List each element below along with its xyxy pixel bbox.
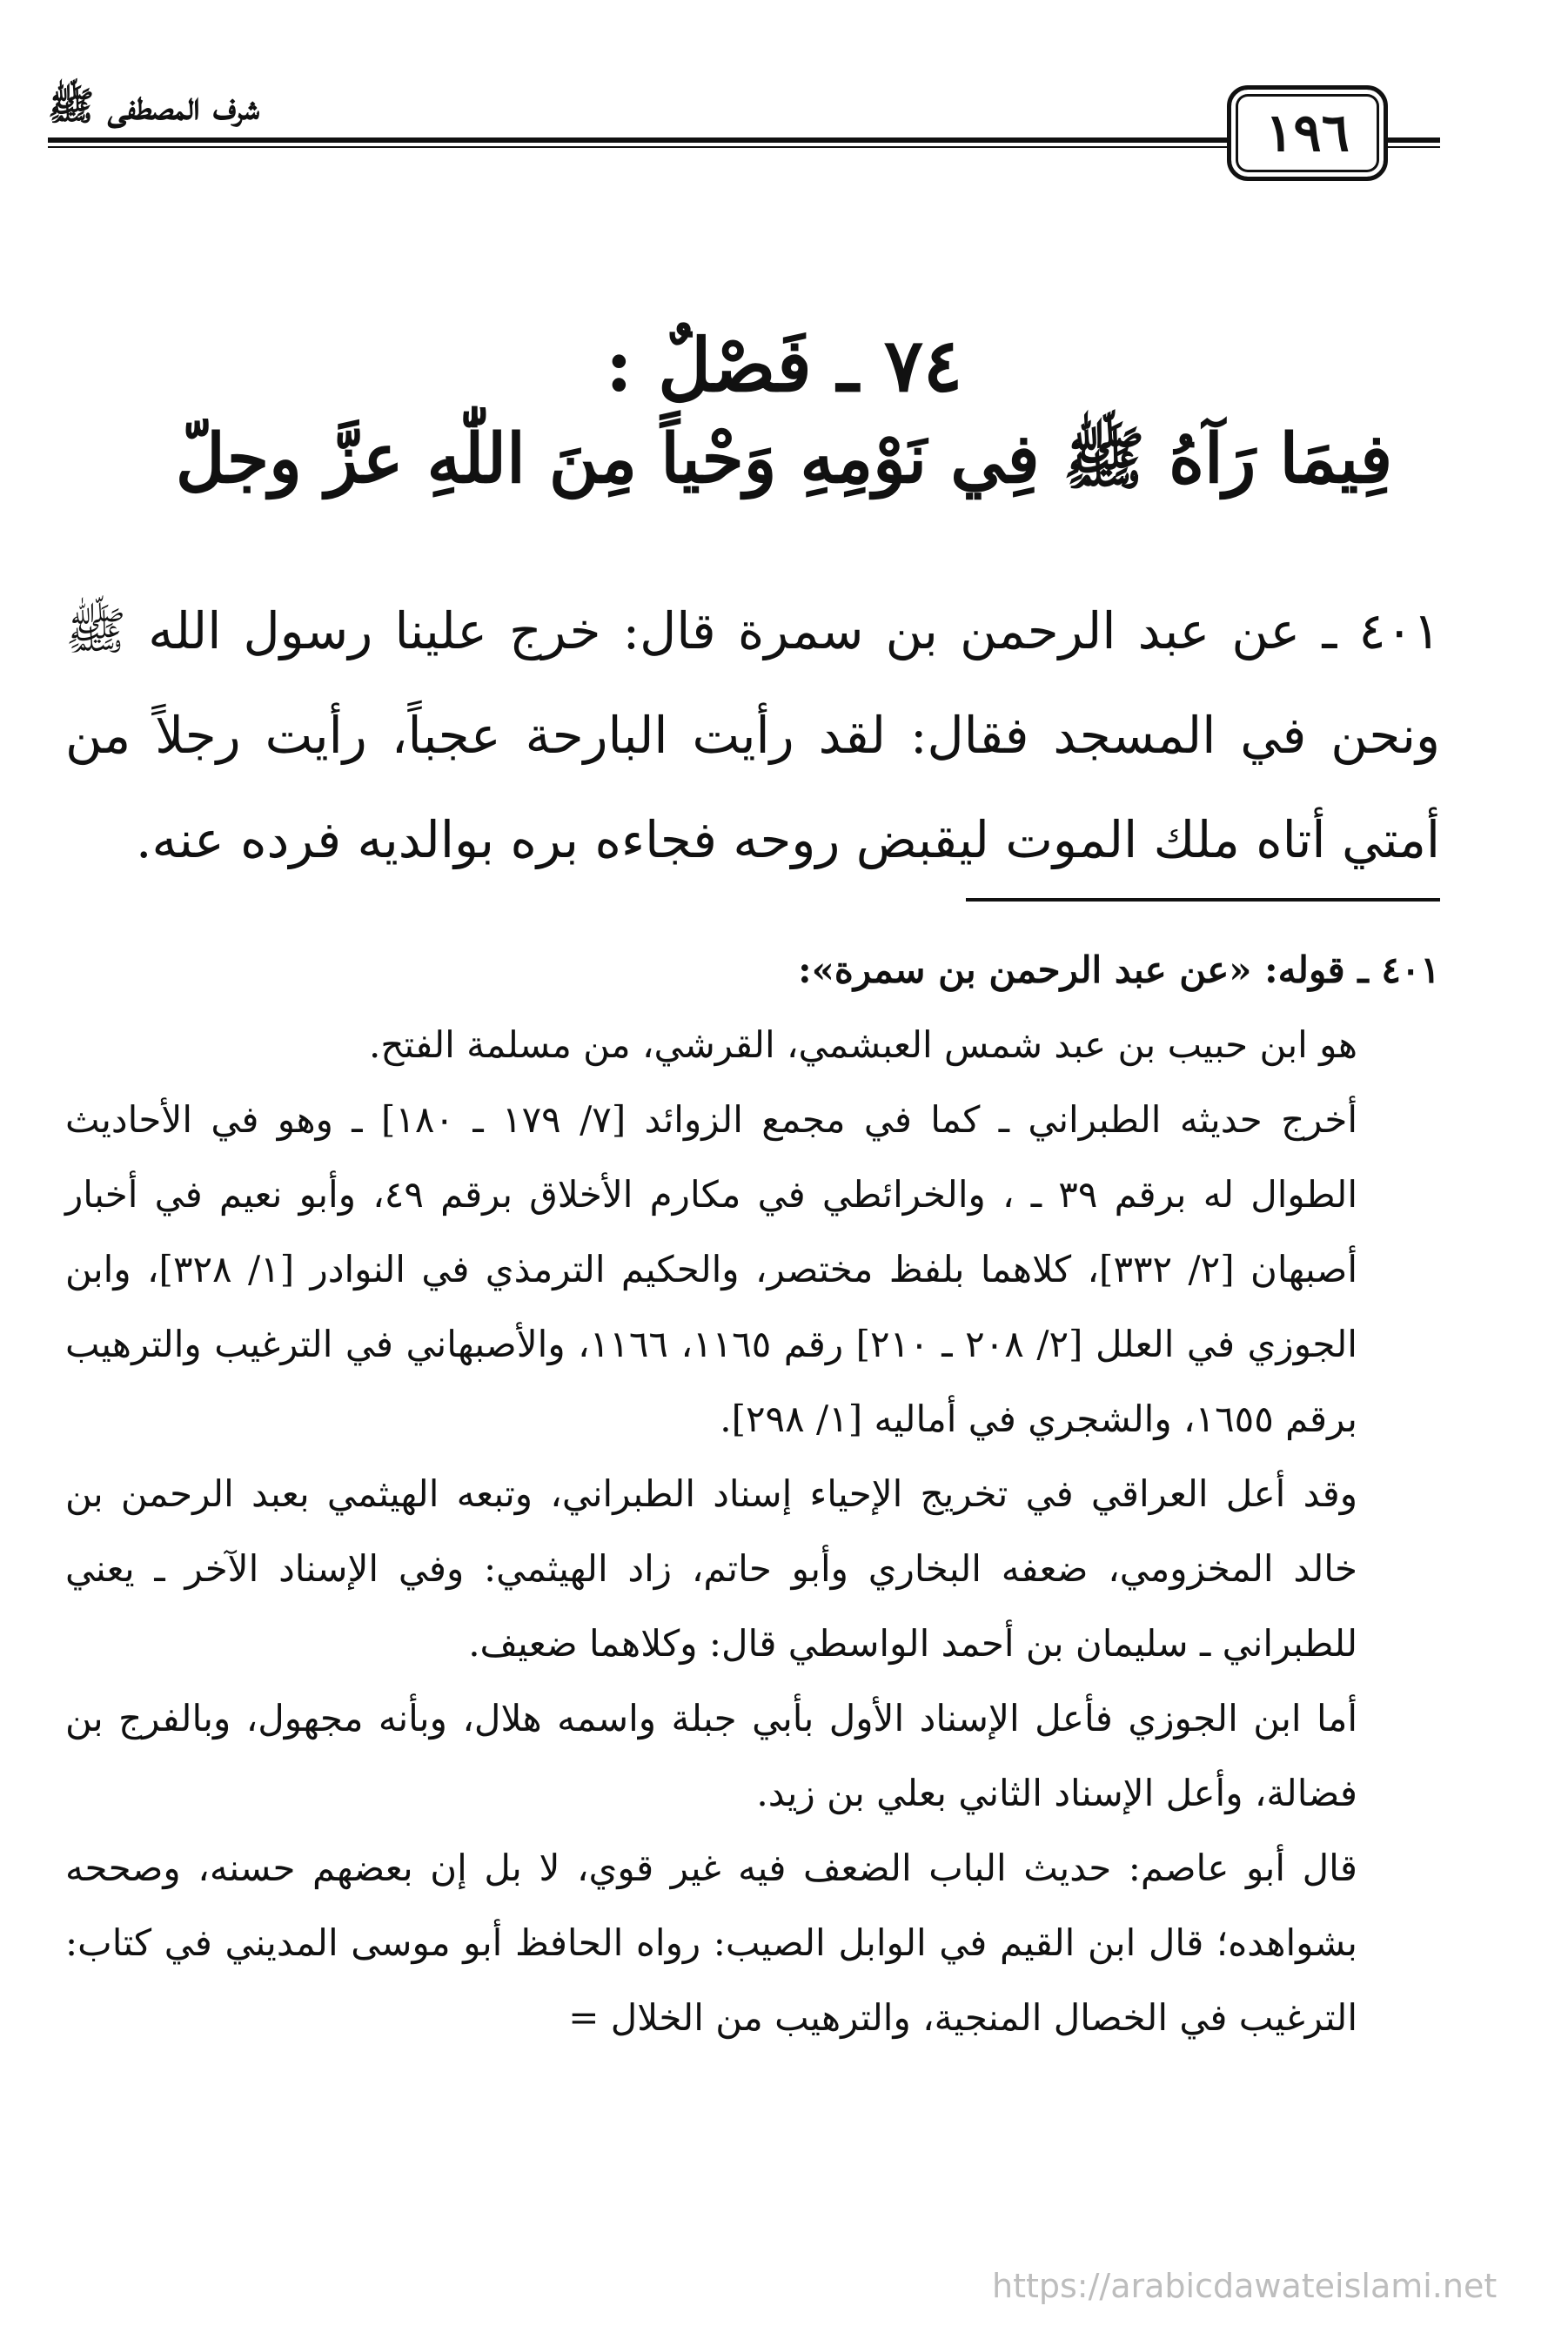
page-number: ١٩٦: [1265, 103, 1350, 164]
footnote-paragraph: أما ابن الجوزي فأعل الإسناد الأول بأبي جبلة واسمه هلال، وبأنه مجهول، وبالفرج بن فضالة، وأعل الإسناد الثاني بعلي بن زيد.: [65, 1697, 1357, 1814]
footnote-separator: [966, 898, 1440, 902]
footnote-paragraph: وقد أعل العراقي في تخريج الإحياء إسناد الطبراني، وتبعه الهيثمي بعبد الرحمن بن خالد المخزومي، ضعفه البخاري وأبو حاتم، زاد الهيثمي: وفي الإسناد الآخر ـ يعني للطبراني ـ سليمان بن أحمد الواسطي قال: وكلاهما ضعيف.: [65, 1472, 1357, 1665]
chapter-title: فِيمَا رَآهُ ﷺ فِي نَوْمِهِ وَحْياً مِنَ اللّٰهِ عزَّ وجلّ: [175, 419, 1393, 499]
page-number-frame: [1227, 85, 1388, 181]
chapter-number: ٧٤ ـ فَصْلٌ :: [605, 322, 963, 408]
footnote-paragraph: قال أبو عاصم: حديث الباب الضعف فيه غير قوي، لا بل إن بعضهم حسنه، وصححه بشواهده؛ قال ابن القيم في الوابل الصيب: رواه الحافظ أبو موسى المديني في كتاب: الترغيب في الخصال المنجية، والترهيب من الخلال =: [65, 1847, 1357, 2039]
footnote-paragraph: هو ابن حبيب بن عبد شمس العبشمي، القرشي، من مسلمة الفتح.: [368, 1023, 1357, 1066]
hadith-text: ٤٠١ ـ عن عبد الرحمن بن سمرة قال: خرج علينا رسول الله ﷺ ونحن في المسجد فقال: لقد رأيت البارحة عجباً، رأيت رجلاً من أمتي أتاه ملك الموت ليقبض روحه فجاءه بره بوالديه فرده عنه.: [65, 601, 1440, 869]
footnote-heading: ٤٠١ ـ قوله: «عن عبد الرحمن بن سمرة»:: [798, 948, 1440, 991]
footnotes-section: [65, 933, 1440, 2055]
running-head-book-title: شرف المصطفى ﷺ: [48, 84, 260, 129]
footnote-paragraph: أخرج حديثه الطبراني ـ كما في مجمع الزوائد [٧/ ١٧٩ ـ ١٨٠] ـ وهو في الأحاديث الطوال له برقم ٣٩ ـ ، والخرائطي في مكارم الأخلاق برقم ٤٩، وأبو نعيم في أخبار أصبهان [٢/ ٣٣٢]، كلاهما بلفظ مختصر، والحكيم الترمذي في النوادر [١/ ٣٢٨]، وابن الجوزي في العلل [٢/ ٢٠٨ ـ ٢١٠] رقم ١١٦٥، ١١٦٦، والأصبهاني في الترغيب والترهيب برقم ١٦٥٥، والشجري في أماليه [١/ ٢٩٨].: [65, 1098, 1358, 1440]
watermark-url: https://arabicdawateislami.net: [992, 2267, 1498, 2305]
